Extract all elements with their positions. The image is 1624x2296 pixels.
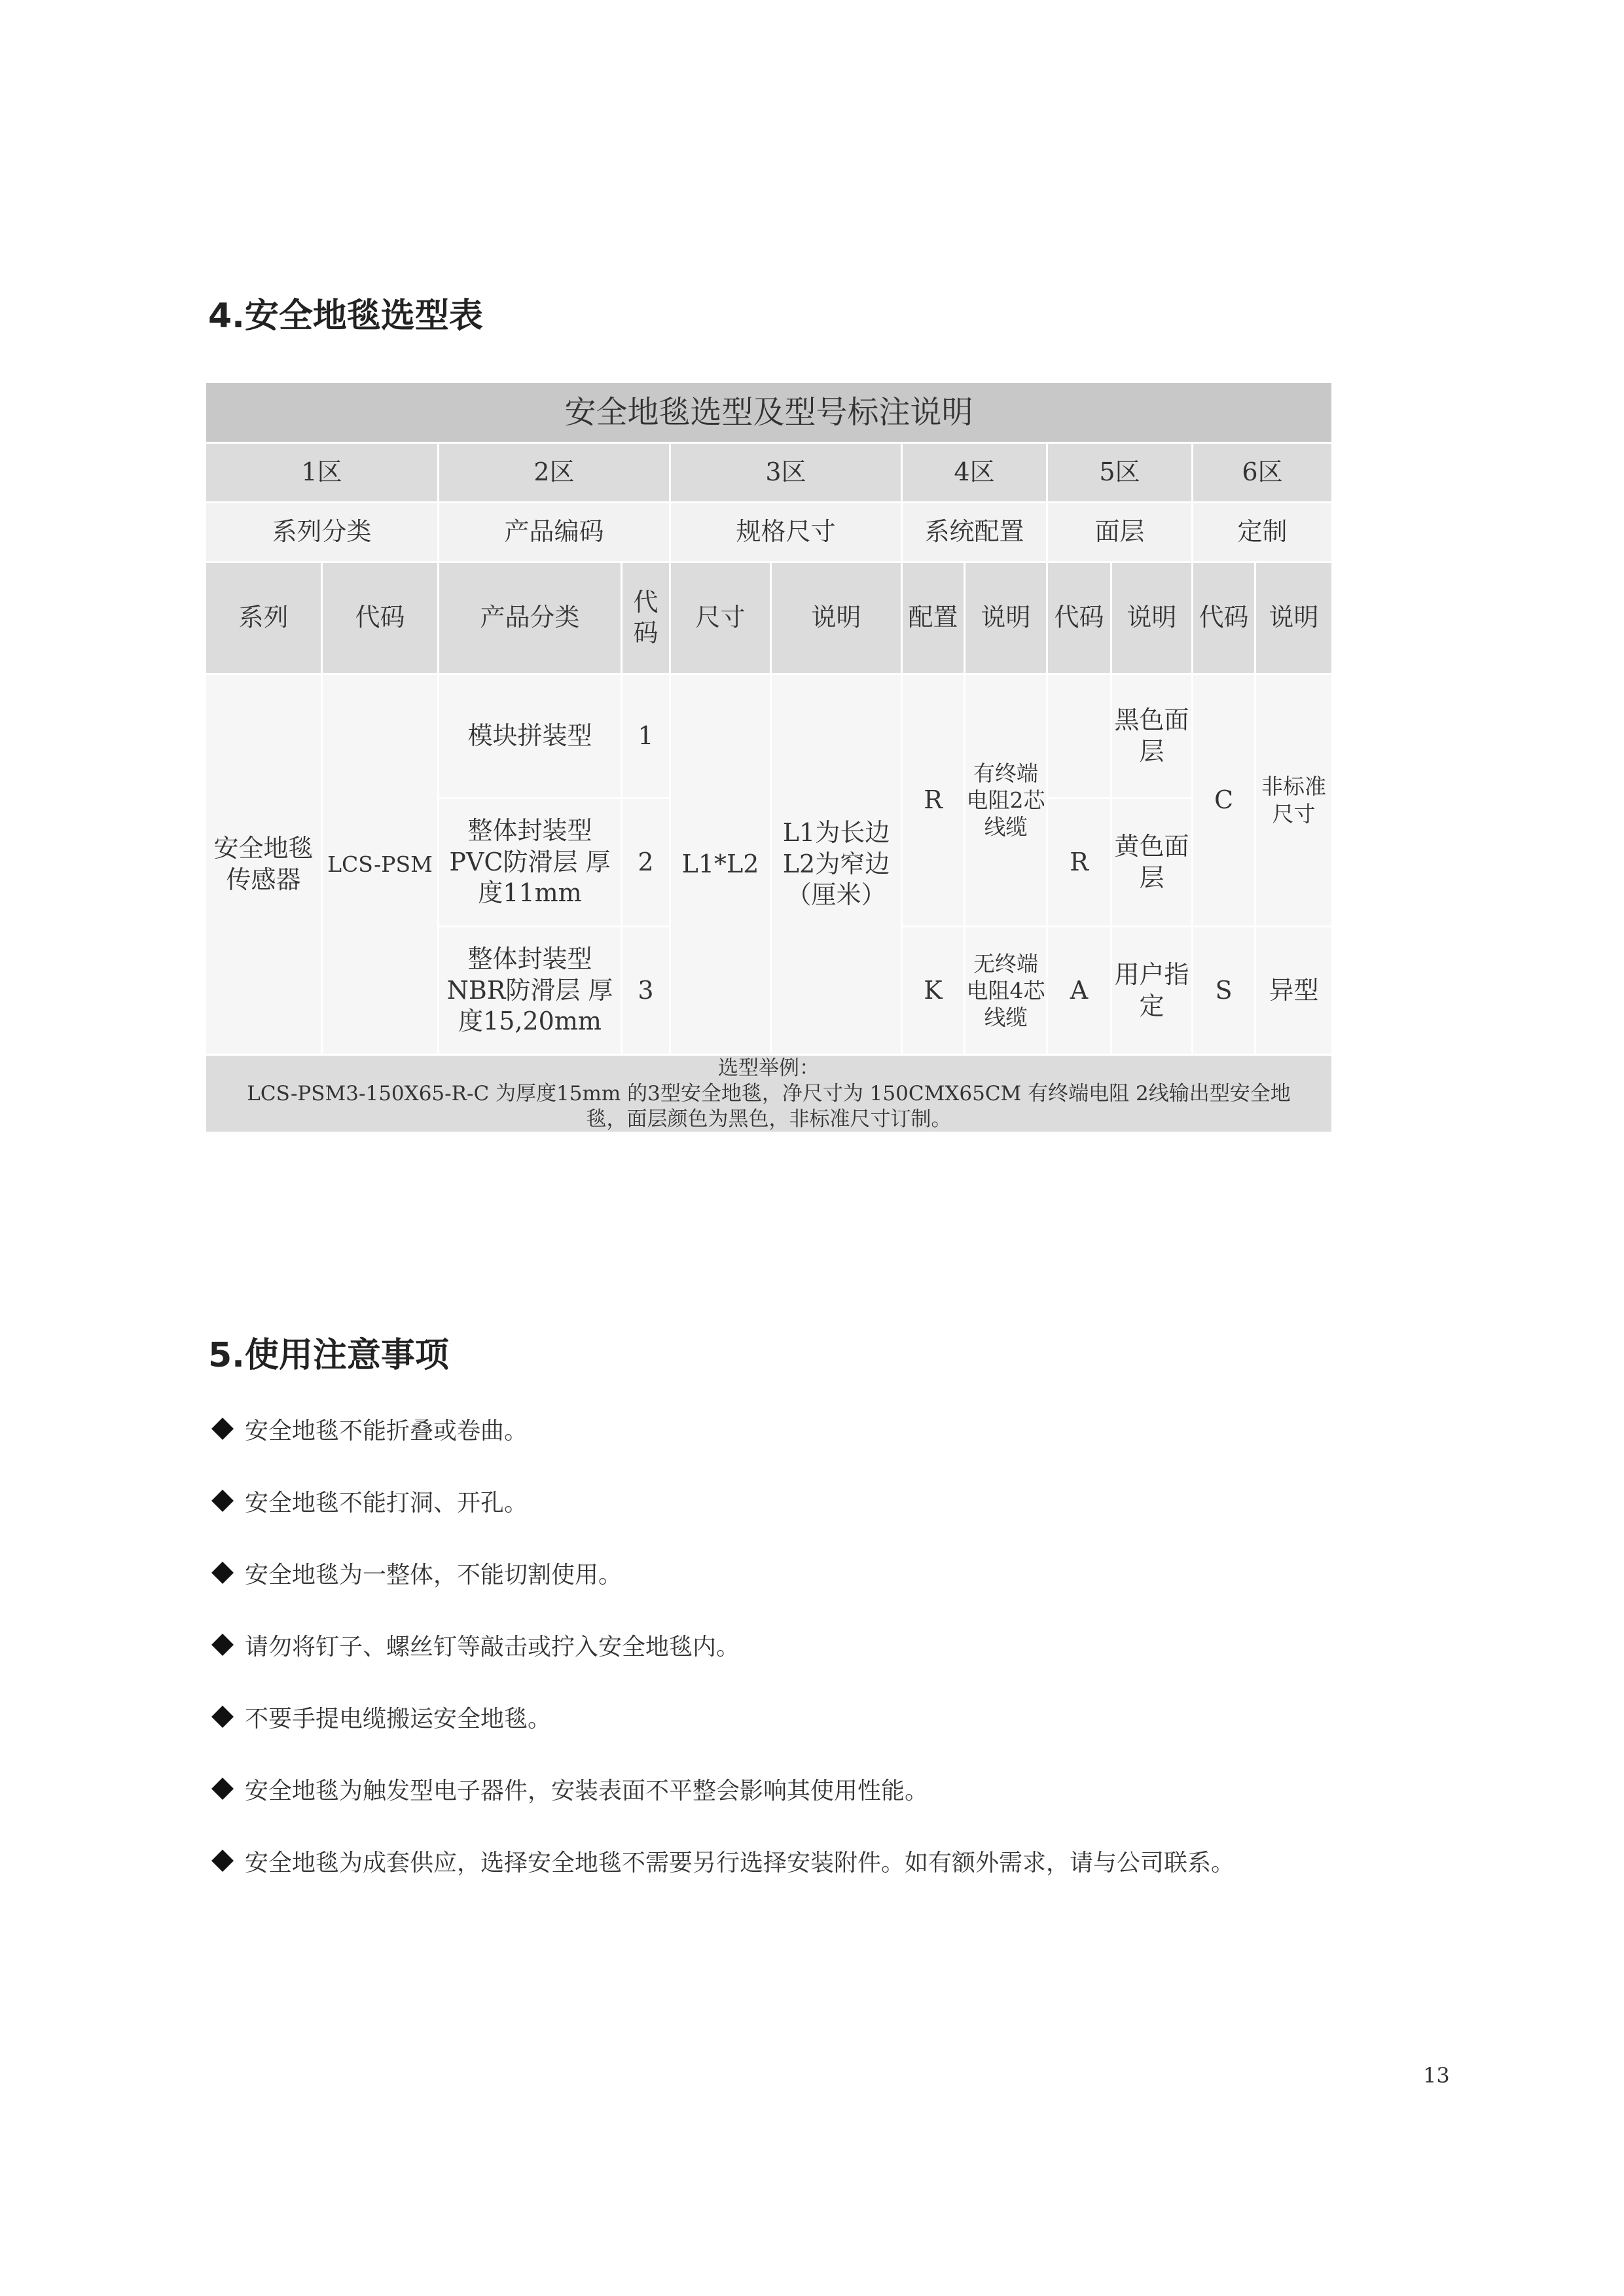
config-2-code: K <box>902 927 965 1055</box>
table-title: 安全地毯选型及型号标注说明 <box>206 382 1333 443</box>
custom-2-code: S <box>1193 927 1255 1055</box>
header-surface-code: 代码 <box>1047 562 1111 674</box>
example-line-1: LCS-PSM3-150X65-R-C 为厚度15mm 的3型安全地毯，净尺寸为 150CMX65CM 有终端电阻 2线输出型安全地 <box>247 1081 1291 1105</box>
diamond-bullet-icon <box>211 1490 234 1512</box>
header-config: 配置 <box>902 562 965 674</box>
category-system-config: 系统配置 <box>902 503 1047 562</box>
surface-2-desc: 黄色面层 <box>1111 798 1193 927</box>
list-item: 安全地毯不能打洞、开孔。 <box>211 1465 1235 1537</box>
header-custom-desc: 说明 <box>1255 562 1333 674</box>
header-product-type: 产品分类 <box>439 562 622 674</box>
section-5-title: 5.使用注意事项 <box>208 1336 449 1375</box>
zone-1: 1区 <box>206 443 439 503</box>
code-cell: LCS-PSM <box>322 674 439 1055</box>
size-cell: L1*L2 <box>670 674 771 1055</box>
custom-1-code: C <box>1193 674 1255 927</box>
category-series: 系列分类 <box>206 503 439 562</box>
config-1-desc: 有终端电阻2芯线缆 <box>965 674 1047 927</box>
header-size-desc: 说明 <box>771 562 902 674</box>
category-surface: 面层 <box>1047 503 1193 562</box>
header-series: 系列 <box>206 562 322 674</box>
header-product-code: 代码 <box>622 562 670 674</box>
zone-3: 3区 <box>670 443 902 503</box>
header-code: 代码 <box>322 562 439 674</box>
diamond-bullet-icon <box>211 1634 234 1656</box>
surface-1-desc: 黑色面层 <box>1111 674 1193 798</box>
page-number: 13 <box>1423 2063 1450 2088</box>
category-size: 规格尺寸 <box>670 503 902 562</box>
diamond-bullet-icon <box>211 1778 234 1800</box>
section-4-title: 4.安全地毯选型表 <box>208 296 483 336</box>
list-item: 安全地毯为成套供应，选择安全地毯不需要另行选择安装附件。如有额外需求，请与公司联系。 <box>211 1825 1235 1897</box>
category-product-code: 产品编码 <box>439 503 670 562</box>
surface-1-code <box>1047 674 1111 798</box>
list-item: 安全地毯为一整体，不能切割使用。 <box>211 1537 1235 1609</box>
selection-example <box>206 1055 1333 1133</box>
selection-table <box>204 381 1333 1134</box>
surface-3-code: A <box>1047 927 1111 1055</box>
custom-2-desc: 异型 <box>1255 927 1333 1055</box>
product-1-code: 1 <box>622 674 670 798</box>
diamond-bullet-icon <box>211 1418 234 1440</box>
product-2-code: 2 <box>622 798 670 927</box>
list-item: 不要手提电缆搬运安全地毯。 <box>211 1681 1235 1753</box>
custom-1-desc: 非标准尺寸 <box>1255 674 1333 927</box>
product-3-name: 整体封装型 NBR防滑层 厚度15,20mm <box>439 927 622 1055</box>
example-line-2: 毯，面层颜色为黑色，非标准尺寸订制。 <box>586 1107 952 1131</box>
product-3-code: 3 <box>622 927 670 1055</box>
example-label: 选型举例： <box>718 1056 820 1080</box>
list-item: 安全地毯不能折叠或卷曲。 <box>211 1393 1235 1465</box>
zone-6: 6区 <box>1193 443 1333 503</box>
zone-4: 4区 <box>902 443 1047 503</box>
diamond-bullet-icon <box>211 1562 234 1584</box>
diamond-bullet-icon <box>211 1706 234 1728</box>
zone-5: 5区 <box>1047 443 1193 503</box>
config-2-desc: 无终端电阻4芯线缆 <box>965 927 1047 1055</box>
product-2-name: 整体封装型 PVC防滑层 厚度11mm <box>439 798 622 927</box>
size-desc-cell: L1为长边 L2为窄边（厘米） <box>771 674 902 1055</box>
surface-2-code: R <box>1047 798 1111 927</box>
diamond-bullet-icon <box>211 1850 234 1872</box>
header-surface-desc: 说明 <box>1111 562 1193 674</box>
category-custom: 定制 <box>1193 503 1333 562</box>
zone-2: 2区 <box>439 443 670 503</box>
surface-3-desc: 用户指定 <box>1111 927 1193 1055</box>
header-config-desc: 说明 <box>965 562 1047 674</box>
list-item: 请勿将钉子、螺丝钉等敲击或拧入安全地毯内。 <box>211 1609 1235 1681</box>
config-1-code: R <box>902 674 965 927</box>
precautions-list <box>211 1393 1235 1897</box>
list-item: 安全地毯为触发型电子器件，安装表面不平整会影响其使用性能。 <box>211 1753 1235 1825</box>
header-size: 尺寸 <box>670 562 771 674</box>
product-1-name: 模块拼装型 <box>439 674 622 798</box>
series-cell: 安全地毯传感器 <box>206 674 322 1055</box>
header-custom-code: 代码 <box>1193 562 1255 674</box>
